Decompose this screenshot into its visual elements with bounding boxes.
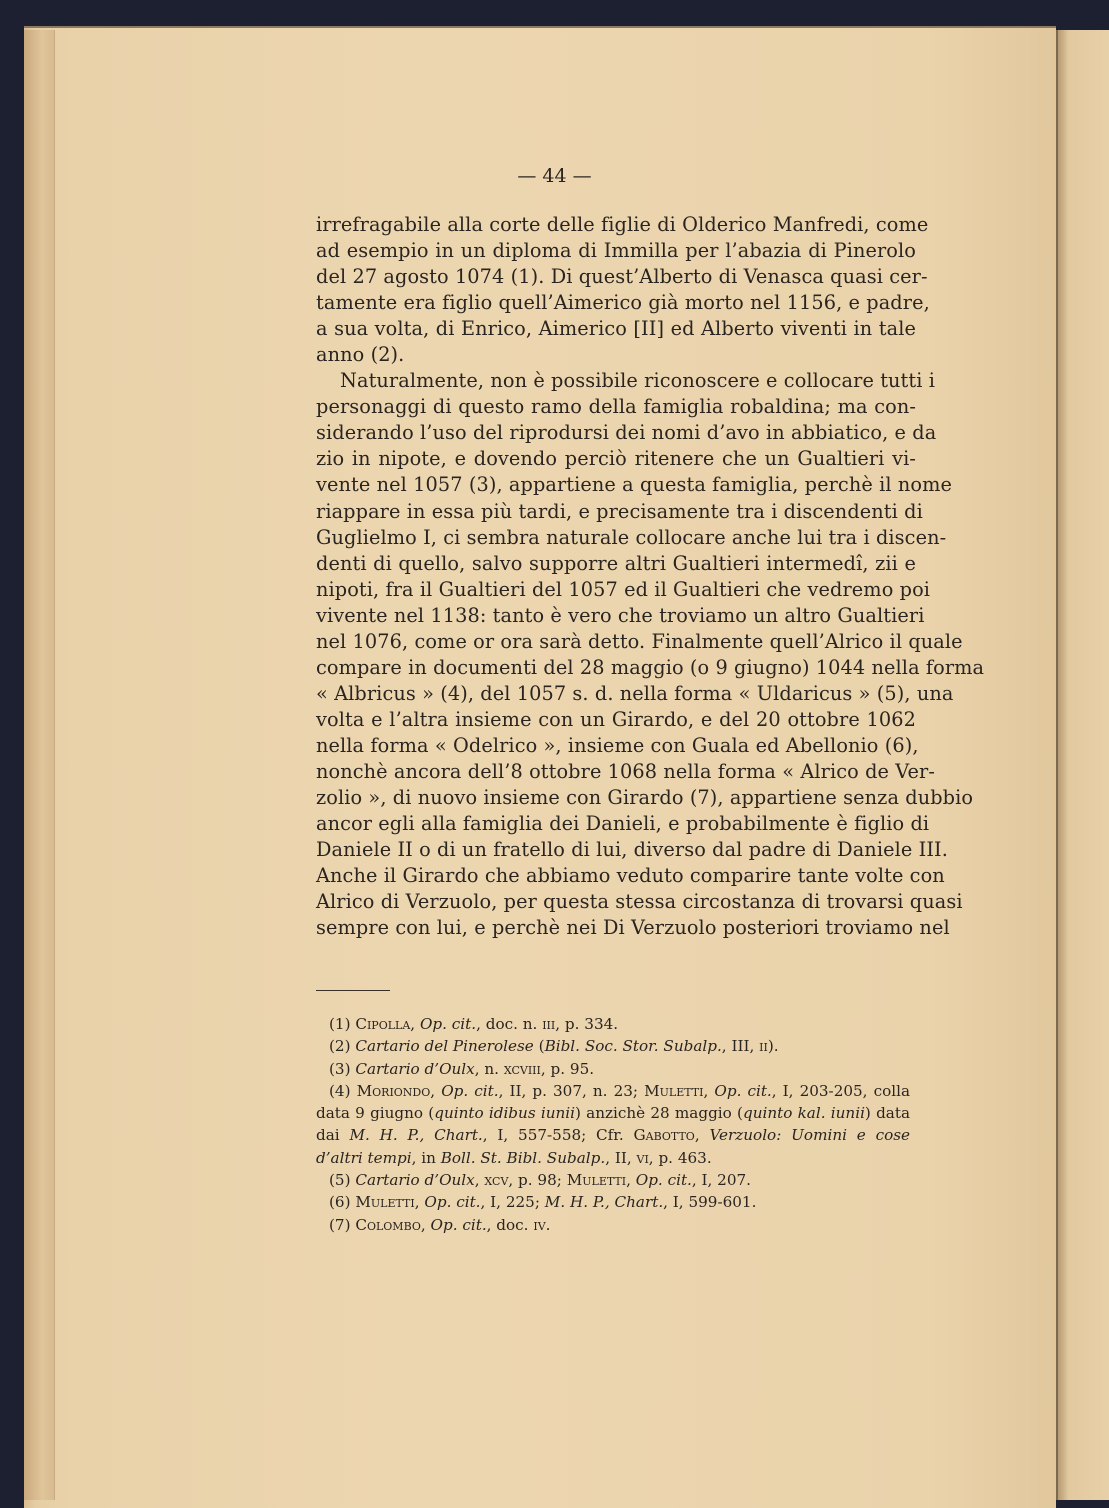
text-line: compare in documenti del 28 maggio (o 9 giugno) 1044 nella forma xyxy=(316,655,985,679)
footnote-segment: d’altri tempi xyxy=(316,1148,412,1167)
footnote-segment: (2) xyxy=(329,1037,356,1056)
footnote-segment: ( xyxy=(533,1037,545,1056)
text-line: ancor egli alla famiglia dei Danieli, e probabilmente è figlio di xyxy=(316,812,930,836)
text-line: Guglielmo I, ci sembra naturale collocare anche lui tra i discen- xyxy=(316,525,947,549)
footnote-segment: , p. 98; xyxy=(508,1171,567,1190)
footnote-segment: Muletti xyxy=(644,1081,704,1100)
footnote-segment: , xyxy=(410,1015,420,1033)
text-line: anno (2). xyxy=(316,343,405,367)
text-line: zio in nipote, e dovendo perciò ritenere che un Gualtieri vi- xyxy=(316,447,916,471)
footnote-segment: , III, xyxy=(721,1037,760,1056)
text-line: Alrico di Verzuolo, per questa stessa circostanza di trovarsi quasi xyxy=(316,890,963,914)
footnote-line xyxy=(316,1013,910,1035)
text-line: vente nel 1057 (3), appartiene a questa famiglia, perchè il nome xyxy=(316,473,952,497)
footnote-segment: , I, 557-558; Cfr. xyxy=(482,1126,634,1145)
text-line: « Albricus » (4), del 1057 s. d. nella forma « Uldaricus » (5), una xyxy=(316,681,954,705)
footnote-segment: xcviii xyxy=(503,1059,541,1078)
footnote-segment: , in xyxy=(411,1148,441,1167)
text-line: del 27 agosto 1074 (1). Di quest’Alberto di Venasca quasi cer- xyxy=(316,265,928,289)
text-line: siderando l’uso del riprodursi dei nomi d’avo in abbiatico, e da xyxy=(316,421,937,445)
footnote-segment: , p. 95. xyxy=(540,1059,595,1078)
text-line: Anche il Girardo che abbiamo veduto comparire tante volte con xyxy=(316,864,945,888)
text-line: nonchè ancora dell’8 ottobre 1068 nella forma « Alrico de Ver- xyxy=(316,759,935,783)
footnote-segment: Cartario del Pinerolese xyxy=(355,1037,534,1056)
footnote-segment: , II, xyxy=(605,1148,637,1167)
page-binding-edge xyxy=(24,30,55,1500)
footnote-segment: (1) xyxy=(329,1015,356,1033)
text-line: riappare in essa più tardi, e precisamente tra i discendenti di xyxy=(316,499,923,523)
footnote-segment: , I, 207. xyxy=(691,1171,752,1190)
footnote-segment: , doc. xyxy=(486,1215,534,1234)
footnote-segment: , I, 203-205, colla xyxy=(771,1081,911,1100)
footnote-line xyxy=(316,1080,910,1102)
footnote-segment: (6) xyxy=(329,1193,356,1212)
footnote-separator xyxy=(316,990,390,991)
footnote-segment: ). xyxy=(767,1037,779,1056)
footnote-segment: , p. 463. xyxy=(648,1148,712,1167)
footnote-segment: , I, 225; xyxy=(480,1193,545,1212)
footnote-segment: iv xyxy=(533,1215,546,1234)
footnote-segment: , I, 599-601. xyxy=(663,1193,757,1212)
main-text xyxy=(316,212,985,941)
footnote-segment: ) data xyxy=(864,1104,911,1123)
footnote-segment: Op. cit. xyxy=(635,1171,692,1190)
footnote-segment: Op. cit. xyxy=(441,1081,499,1100)
footnote-segment: Cartario d’Oulx xyxy=(355,1059,475,1078)
footnote-segment: , n. xyxy=(474,1059,504,1078)
footnote-segment: data 9 giugno ( xyxy=(316,1104,435,1123)
footnote-segment: Cartario d’Oulx xyxy=(355,1171,475,1190)
footnote-segment: , p. 334. xyxy=(555,1015,619,1033)
footnote-segment: Muletti xyxy=(566,1171,627,1190)
footnote-segment: , xyxy=(430,1081,442,1100)
footnote-segment: Verzuolo: Uomini e cose xyxy=(709,1126,910,1145)
footnote-segment: (3) xyxy=(329,1059,356,1078)
footnote-segment: Bibl. Soc. Stor. Subalp. xyxy=(544,1037,722,1056)
footnote-segment: Op. cit. xyxy=(714,1081,772,1100)
text-line: vivente nel 1138: tanto è vero che troviamo un altro Gualtieri xyxy=(316,603,925,627)
footnote-segment: Boll. St. Bibl. Subalp. xyxy=(440,1148,606,1167)
footnote-segment: Colombo xyxy=(355,1215,421,1234)
footnote-line xyxy=(316,1035,910,1057)
footnote-line xyxy=(316,1102,910,1124)
footnote-segment: Moriondo xyxy=(356,1081,431,1100)
footnote-segment: Muletti xyxy=(355,1193,415,1212)
text-line: ad esempio in un diploma di Immilla per l’abazia di Pinerolo xyxy=(316,239,916,263)
footnote-segment: Gabotto xyxy=(633,1126,695,1145)
footnote-segment: M. H. P., Chart. xyxy=(544,1193,664,1212)
text-line: sempre con lui, e perchè nei Di Verzuolo posteriori troviamo nel xyxy=(316,916,950,940)
page-number: — 44 — xyxy=(517,165,592,187)
footnote-segment: (7) xyxy=(329,1215,356,1234)
footnote-segment: iii xyxy=(542,1015,556,1033)
footnote-line xyxy=(316,1169,910,1191)
text-line: Naturalmente, non è possibile riconoscere e collocare tutti i xyxy=(340,369,936,393)
footnote-segment: ii xyxy=(759,1037,768,1056)
footnote-segment: xcv xyxy=(484,1171,509,1190)
footnote-segment: , xyxy=(626,1171,636,1190)
text-line: tamente era figlio quell’Aimerico già morto nel 1156, e padre, xyxy=(316,291,930,315)
footnote-segment: (5) xyxy=(329,1171,356,1190)
facing-page-edge xyxy=(1056,30,1109,1500)
footnote-line xyxy=(316,1147,910,1169)
text-line: nipoti, fra il Gualtieri del 1057 ed il Gualtieri che vedremo poi xyxy=(316,577,931,601)
footnote-line xyxy=(316,1214,910,1236)
footnote-segment: , xyxy=(420,1215,431,1234)
footnote-line xyxy=(316,1058,910,1080)
text-line: nella forma « Odelrico », insieme con Guala ed Abellonio (6), xyxy=(316,733,919,757)
footnote-segment: , xyxy=(414,1193,425,1212)
footnote-segment: , II, p. 307, n. 23; xyxy=(498,1081,645,1100)
footnote-segment: M. H. P., Chart. xyxy=(349,1126,483,1145)
footnote-segment: , xyxy=(694,1126,710,1145)
footnote-segment: vi xyxy=(636,1148,649,1167)
footnote-segment: (4) xyxy=(329,1081,357,1100)
footnote-segment: ) anzichè 28 maggio ( xyxy=(574,1104,743,1123)
footnote-segment: , doc. n. xyxy=(476,1015,543,1033)
footnote-segment: , xyxy=(474,1171,485,1190)
footnote-segment: dai xyxy=(316,1126,350,1145)
text-line: zolio », di nuovo insieme con Girardo (7), appartiene senza dubbio xyxy=(316,786,974,810)
footnote-segment: Op. cit. xyxy=(430,1215,487,1234)
footnote-segment: quinto kal. iunii xyxy=(742,1104,865,1123)
footnote-segment: . xyxy=(545,1215,551,1234)
footnote-line xyxy=(316,1191,910,1213)
footnotes xyxy=(316,1013,910,1236)
text-line: irrefragabile alla corte delle figlie di Olderico Manfredi, come xyxy=(316,213,929,236)
footnote-segment: Op. cit. xyxy=(419,1015,477,1033)
text-line: personaggi di questo ramo della famiglia robaldina; ma con- xyxy=(316,395,916,419)
footnote-segment: Op. cit. xyxy=(424,1193,481,1212)
text-line: a sua volta, di Enrico, Aimerico [II] ed Alberto viventi in tale xyxy=(316,317,916,341)
footnote-segment: , xyxy=(703,1081,715,1100)
footnote-line xyxy=(316,1124,910,1146)
text-line: nel 1076, come or ora sarà detto. Finalmente quell’Alrico il quale xyxy=(316,629,963,653)
footnote-segment: quinto idibus iunii xyxy=(434,1104,575,1123)
text-line: denti di quello, salvo supporre altri Gualtieri intermedî, zii e xyxy=(316,551,916,575)
text-line: Daniele II o di un fratello di lui, diverso dal padre di Daniele III. xyxy=(316,838,948,862)
footnote-segment: Cipolla xyxy=(355,1015,411,1033)
text-line: volta e l’altra insieme con un Girardo, e del 20 ottobre 1062 xyxy=(316,707,916,731)
